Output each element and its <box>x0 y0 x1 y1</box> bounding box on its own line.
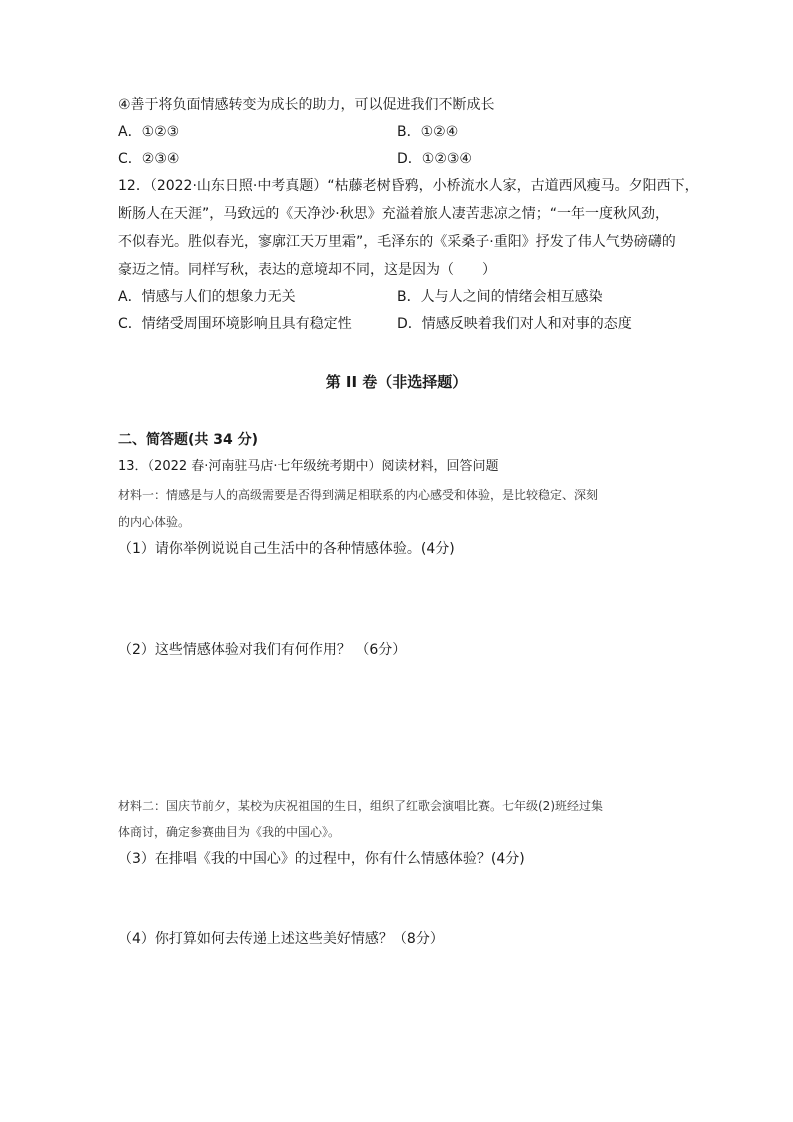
part2-title: 第 II 卷（非选择题） <box>325 373 468 391</box>
q12-option-b[interactable]: B．人与人之间的情绪会相互感染 <box>397 289 603 305</box>
q13-sub4: （4）你打算如何去传递上述这些美好情感？（8分） <box>118 931 444 947</box>
q13-material1-line2: 的内心体验。 <box>118 515 191 529</box>
q12-option-a[interactable]: A．情感与人们的想象力无关 <box>118 289 296 305</box>
q11-option-a[interactable]: A．①②③ <box>118 124 180 140</box>
q13-sub2: （2）这些情感体验对我们有何作用？ （6分） <box>118 642 407 658</box>
q13-material1-line1: 材料一：情感是与人的高级需要是否得到满足相联系的内心感受和体验，是比较稳定、深刻 <box>118 488 599 502</box>
q12-stem-line4: 豪迈之情。同样写秋，表达的意境却不同，这是因为（ ） <box>118 262 496 278</box>
q12-option-d[interactable]: D．情感反映着我们对人和对事的态度 <box>397 316 632 332</box>
q12-stem-line3: 不似春光。胜似春光，寥廓江天万里霜”，毛泽东的《采桑子·重阳》抒发了伟人气势磅礴的 <box>118 234 676 250</box>
q11-option-d[interactable]: D．①②③④ <box>397 151 472 167</box>
q13-material2-line2: 体商讨，确定参赛曲目为《我的中国心》。 <box>118 825 341 839</box>
q13-material2-line1: 材料二：国庆节前夕，某校为庆祝祖国的生日，组织了红歌会演唱比赛。七年级(2)班经过集 <box>118 799 604 813</box>
q12-option-c[interactable]: C．情绪受周围环境影响且具有稳定性 <box>118 316 352 332</box>
q12-stem-line1: 12．（2022·山东日照·中考真题）“枯藤老树昏鸦，小桥流水人家，古道西风瘦马。夕阳西下， <box>118 178 699 194</box>
q11-option-b[interactable]: B．①②④ <box>397 124 459 140</box>
q13-sub1: （1）请你举例说说自己生活中的各种情感体验。(4分) <box>118 541 455 557</box>
q12-stem-line2: 断肠人在天涯”，马致远的《天净沙·秋思》充溢着旅人凄苦悲凉之情；“一年一度秋风劲， <box>118 206 669 222</box>
section2-title: 二、简答题(共 34 分) <box>118 432 259 448</box>
q11-item4: ④善于将负面情感转变为成长的助力，可以促进我们不断成长 <box>118 97 495 113</box>
q11-option-c[interactable]: C．②③④ <box>118 151 180 167</box>
q13-header: 13．（2022 春·河南驻马店·七年级统考期中）阅读材料，回答问题 <box>118 459 499 474</box>
q13-sub3: （3）在排唱《我的中国心》的过程中，你有什么情感体验？(4分) <box>118 851 525 867</box>
